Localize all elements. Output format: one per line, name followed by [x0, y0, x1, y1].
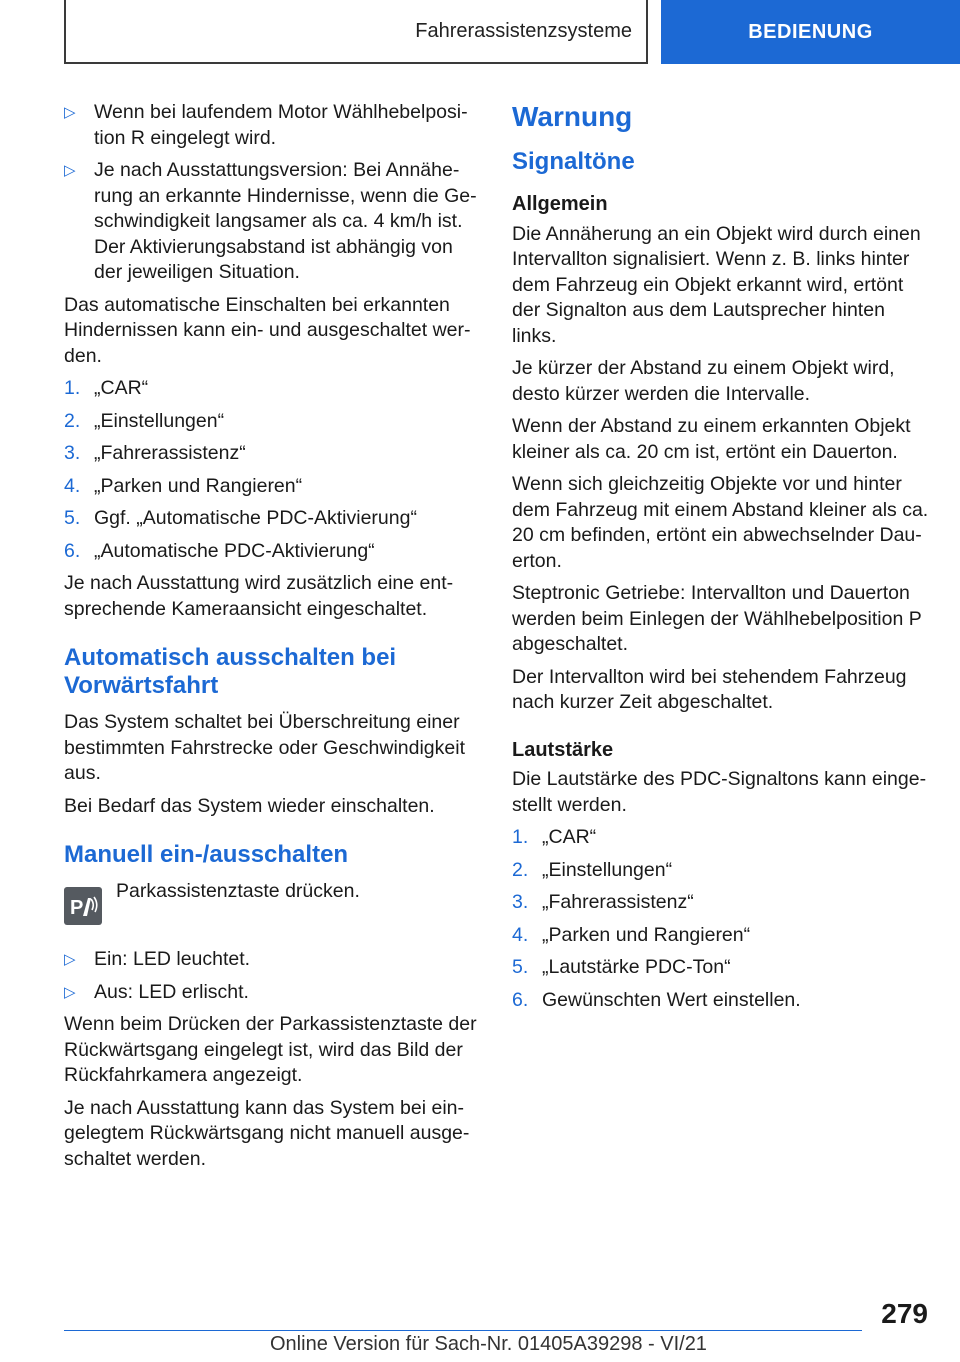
triangle-bullet-icon: ▷: [64, 104, 76, 121]
paragraph: Wenn der Abstand zu einem erkannten Objekt kleiner als ca. 20 cm ist, ertönt ein Dauerton.: [512, 415, 911, 463]
led-status-list: [64, 947, 482, 1005]
heading-auto-off: Automatisch ausschalten bei Vorwärtsfahrt: [64, 644, 397, 699]
step-item: 6. Gewünschten Wert einstellen.: [512, 988, 801, 1011]
button-instruction: Parkassistenztaste drücken.: [116, 880, 360, 902]
list-item: ▷ Ein: LED leuchtet.: [64, 947, 482, 973]
step-item: 2. „Einstellungen“: [64, 409, 225, 432]
list-item: ▷ Aus: LED erlischt.: [64, 980, 482, 1006]
paragraph: Die Lautstärke des PDC-Signaltons kann eingestellt werden.: [512, 768, 927, 816]
subheading-general: Allgemein: [512, 193, 608, 215]
activation-conditions-list: [64, 100, 482, 286]
triangle-bullet-icon: ▷: [64, 162, 76, 179]
chapter-label: BEDIENUNG: [748, 20, 873, 43]
paragraph: Der Intervallton wird bei stehendem Fahrzeug nach kurzer Zeit abgeschaltet.: [512, 665, 907, 713]
steps-list: [64, 376, 482, 564]
list-item: ▷ Je nach Ausstattungsversion: Bei Annäherung an erkannte Hindernisse, wenn die Geschwindigkeit langsamer als ca. 4 km/h ist. Der Aktivierungsabstand ist abhängig von der jeweiligen Situation.: [64, 159, 477, 283]
header-section-title: [64, 0, 648, 64]
step-item: 1. „CAR“: [512, 826, 597, 848]
step-item: 5. Ggf. „Automatische PDC-Aktivierung“: [64, 507, 417, 529]
step-item: 3. „Fahrerassistenz“: [64, 442, 246, 464]
subheading-volume: Lautstärke: [512, 738, 614, 761]
page-number: 279: [881, 1298, 928, 1329]
header-chapter-tab: [661, 0, 960, 64]
parking-button-row: [64, 879, 482, 925]
step-item: 2. „Einstellungen“: [512, 858, 673, 881]
step-item: 4. „Parken und Rangieren“: [64, 474, 303, 497]
paragraph: Je nach Ausstattung wird zusätzlich eine entsprechende Kameraansicht eingeschaltet.: [64, 572, 454, 620]
paragraph: Je nach Ausstattung kann das System bei eingelegtem Rückwärtsgang nicht manuell ausgeschaltet werden.: [64, 1096, 470, 1170]
paragraph: Bei Bedarf das System wieder einschalten.: [64, 794, 435, 817]
step-item: 4. „Parken und Rangieren“: [512, 923, 751, 946]
svg-text:P: P: [70, 897, 84, 919]
footer-online-version: Online Version für Sach-Nr. 01405A39298 - VI/21: [270, 1333, 707, 1355]
paragraph: Je kürzer der Abstand zu einem Objekt wird, desto kürzer werden die Intervalle.: [512, 357, 895, 405]
paragraph: Die Annäherung an ein Objekt wird durch einen Intervallton signalisiert. Wenn z. B. links hinter dem Fahrzeug ein Objekt erkannt wird, ertönt der Signalton aus dem Lautsprecher hinten links.: [512, 222, 921, 347]
paragraph: Das automatische Einschalten bei erkannten Hindernissen kann ein- und ausgeschaltet werden.: [64, 293, 471, 367]
triangle-bullet-icon: ▷: [64, 983, 76, 1001]
step-item: 6. „Automatische PDC-Aktivierung“: [64, 539, 375, 562]
step-item: 1. „CAR“: [64, 377, 149, 399]
footer-divider: [64, 1330, 862, 1331]
triangle-bullet-icon: ▷: [64, 951, 76, 968]
paragraph: Wenn sich gleichzeitig Objekte vor und hinter dem Fahrzeug mit einem Abstand kleiner als ca. 20 cm befinden, ertönt ein abwechselnder Dauerton.: [512, 473, 929, 572]
paragraph: Das System schaltet bei Überschreitung einer bestimmten Fahrstrecke oder Geschwindigkeit aus.: [64, 711, 465, 784]
left-column: [64, 100, 482, 1179]
paragraph: Wenn beim Drücken der Parkassistenztaste der Rückwärtsgang eingelegt ist, wird das Bild der Rückfahrkamera angezeigt.: [64, 1013, 477, 1086]
list-item: ▷ Wenn bei laufendem Motor Wählhebelposition R eingelegt wird.: [64, 101, 468, 149]
heading-signal-tones: Signaltöne: [512, 148, 635, 175]
step-item: 5. „Lautstärke PDC-Ton“: [512, 956, 731, 978]
right-column: [512, 100, 932, 1020]
section-label: Fahrerassistenzsysteme: [415, 19, 632, 42]
step-item: 3. „Fahrerassistenz“: [512, 891, 694, 913]
heading-warning: Warnung: [512, 101, 633, 132]
paragraph: Steptronic Getriebe: Intervallton und Dauerton werden beim Einlegen der Wählhebelposition P abgeschaltet.: [512, 582, 922, 655]
parking-assist-button-icon: [64, 887, 102, 925]
volume-steps-list: [512, 825, 932, 1013]
heading-manual: Manuell ein-/ausschalten: [64, 841, 349, 868]
